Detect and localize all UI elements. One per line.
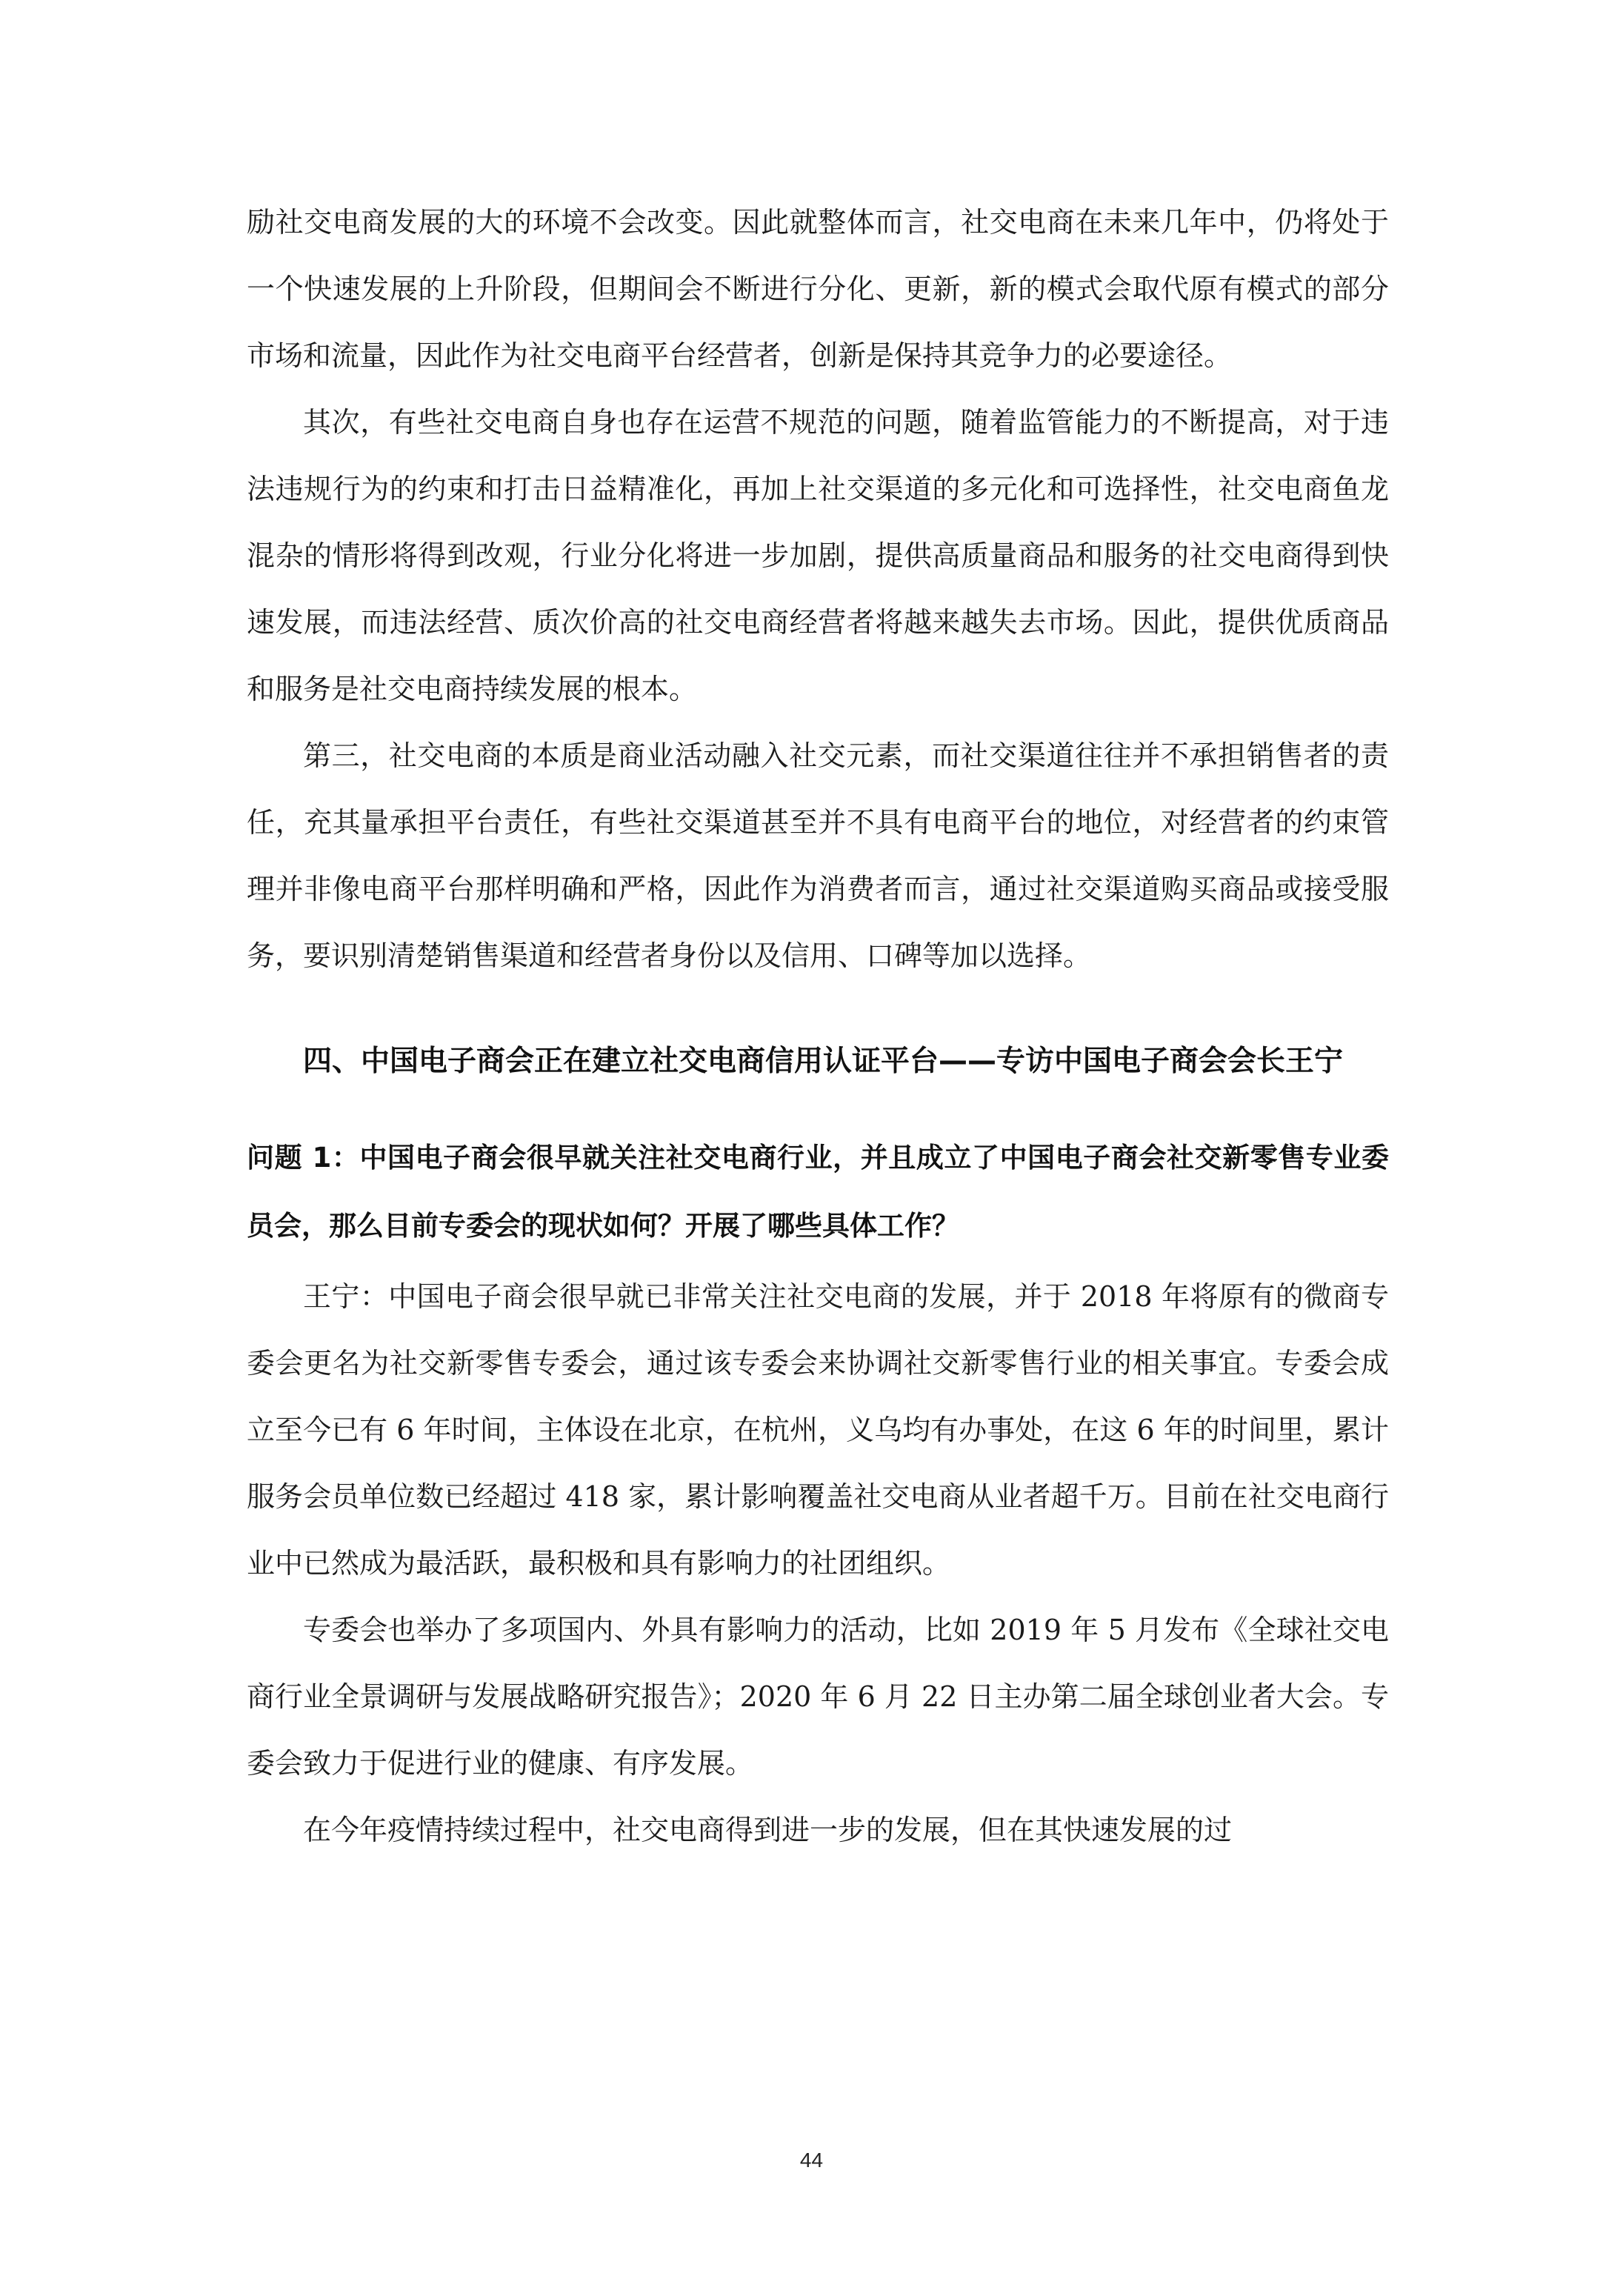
body-paragraph: 其次，有些社交电商自身也存在运营不规范的问题，随着监管能力的不断提高，对于违法违规行为的约束和打击日益精准化，再加上社交渠道的多元化和可选择性，社交电商鱼龙混杂的情形将得到改观，行业分化将进一步加剧，提供高质量商品和服务的社交电商得到快速发展，而违法经营、质次价高的社交电商经营者将越来越失去市场。因此，提供优质商品和服务是社交电商持续发展的根本。 — [247, 406, 1389, 705]
section-heading: 四、中国电子商会正在建立社交电商信用认证平台——专访中国电子商会会长王宁 — [303, 1045, 1344, 1078]
page-number: 44 — [799, 2149, 824, 2172]
interview-question: 问题 1：中国电子商会很早就关注社交电商行业，并且成立了中国电子商会社交新零售专业委员会，那么目前专委会的现状如何？开展了哪些具体工作？ — [247, 1142, 1389, 1242]
body-paragraph: 第三，社交电商的本质是商业活动融入社交元素，而社交渠道往往并不承担销售者的责任，充其量承担平台责任，有些社交渠道甚至并不具有电商平台的地位，对经营者的约束管理并非像电商平台那样明确和严格，因此作为消费者而言，通过社交渠道购买商品或接受服务，要识别清楚销售渠道和经营者身份以及信用、口碑等加以选择。 — [247, 739, 1389, 972]
document-page — [247, 189, 1389, 1863]
answer-paragraph: 王宁：中国电子商会很早就已非常关注社交电商的发展，并于 2018 年将原有的微商专委会更名为社交新零售专委会，通过该专委会来协调社交新零售行业的相关事宜。专委会成立至今已有 6 年时间，主体设在北京，在杭州，义乌均有办事处，在这 6 年的时间里，累计服务会员单位数已经超过 418 家，累计影响覆盖社交电商从业者超千万。目前在社交电商行业中已然成为最活跃，最积极和具有影响力的社团组织。 — [247, 1280, 1389, 1580]
answer-paragraph: 专委会也举办了多项国内、外具有影响力的活动，比如 2019 年 5 月发布《全球社交电商行业全景调研与发展战略研究报告》；2020 年 6 月 22 日主办第二届全球创业者大会。专委会致力于促进行业的健康、有序发展。 — [247, 1614, 1389, 1780]
body-paragraph-continued: 励社交电商发展的大的环境不会改变。因此就整体而言，社交电商在未来几年中，仍将处于一个快速发展的上升阶段，但期间会不断进行分化、更新，新的模式会取代原有模式的部分市场和流量，因此作为社交电商平台经营者，创新是保持其竞争力的必要途径。 — [247, 206, 1389, 372]
answer-paragraph: 在今年疫情持续过程中，社交电商得到进一步的发展，但在其快速发展的过 — [303, 1814, 1233, 1846]
